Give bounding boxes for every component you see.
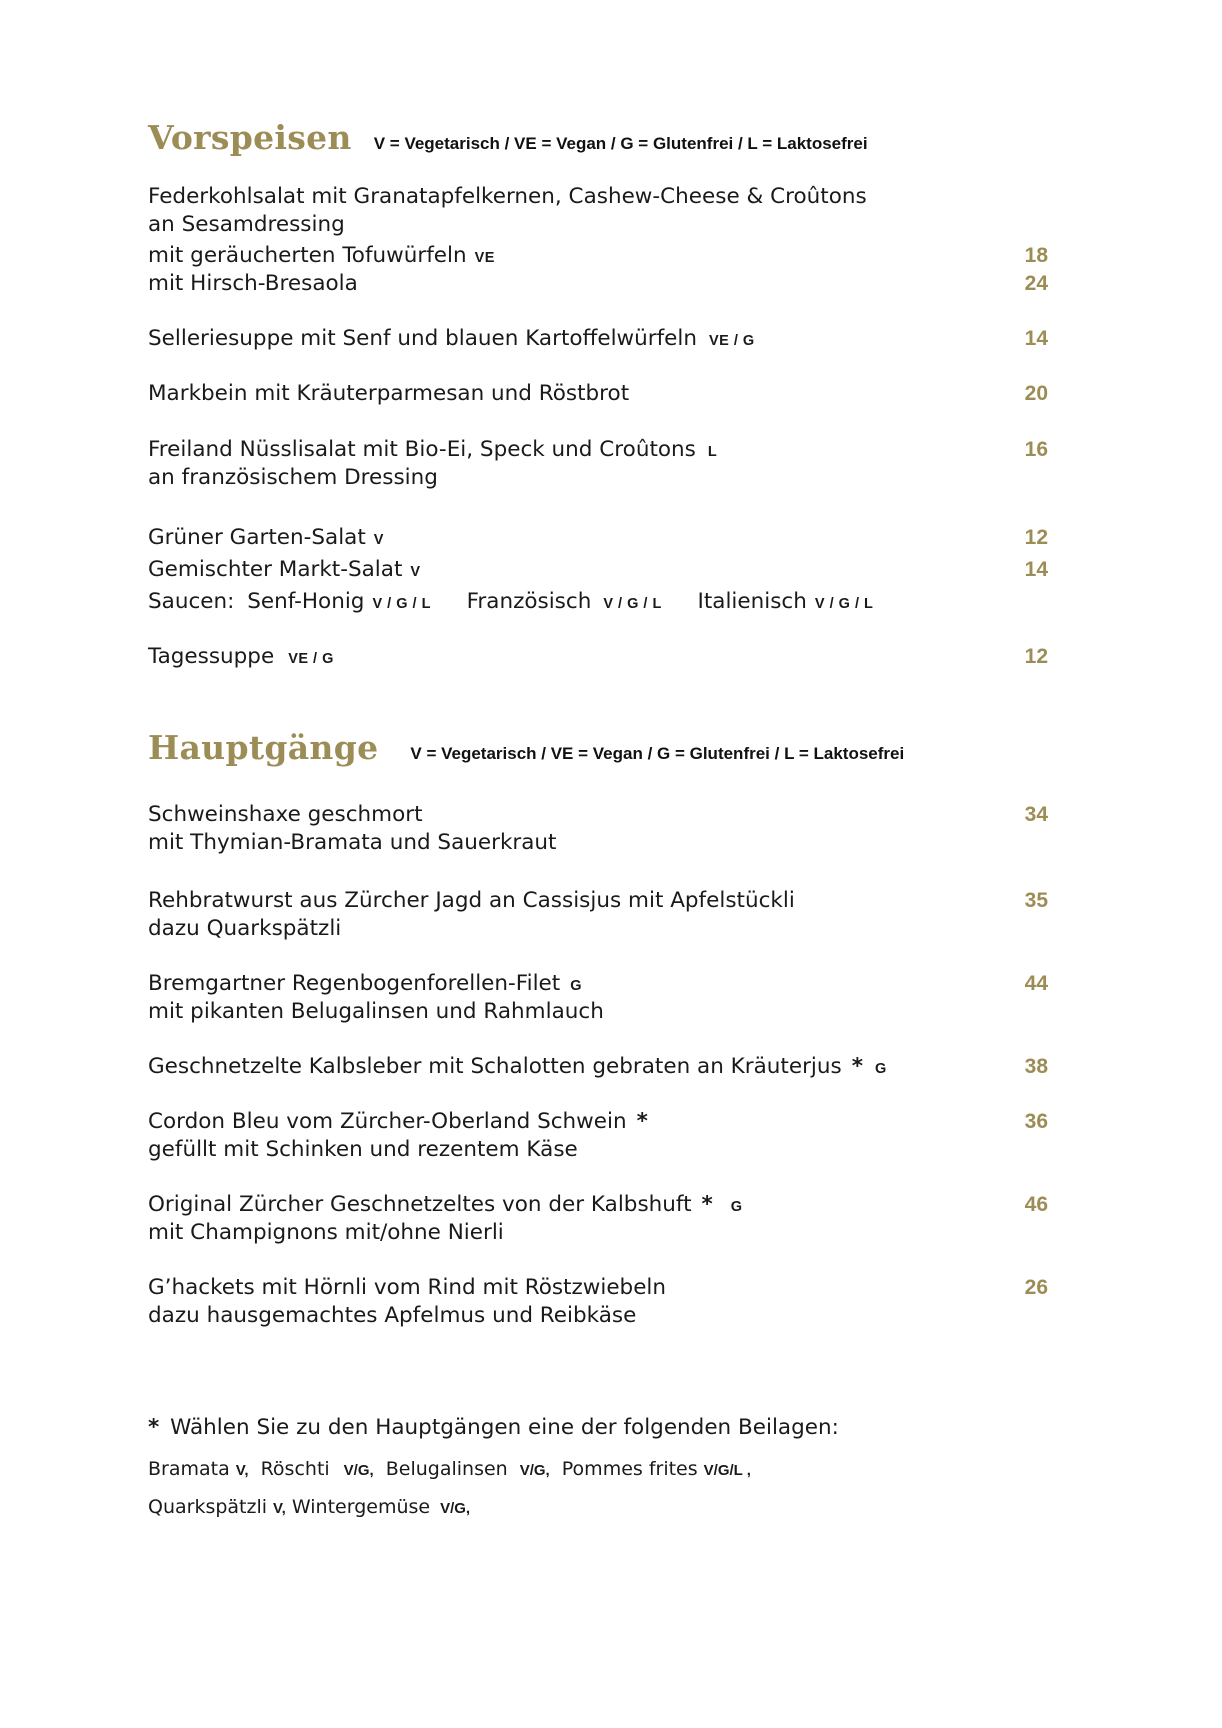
side-roeschti: Röschti	[260, 1458, 330, 1480]
diet-tag: V / G / L	[814, 596, 874, 612]
beilagen-line2	[148, 1496, 470, 1518]
side-belugalinsen: Belugalinsen	[385, 1458, 508, 1480]
beilage-star: *	[851, 1054, 863, 1079]
price: 16	[1024, 438, 1048, 461]
price: 20	[1024, 382, 1048, 405]
item-text: mit Champignons mit/ohne Nierli	[148, 1220, 504, 1245]
menu-item-schweinshaxe-line2	[148, 829, 1048, 857]
item-text: Tagessuppe	[148, 644, 275, 669]
menu-item-selleriesuppe	[148, 325, 1048, 355]
vorspeisen-legend: V = Vegetarisch / VE = Vegan / G = Glutenfrei / L = Laktosefrei	[373, 134, 868, 153]
item-text: dazu hausgemachtes Apfelmus und Reibkäse	[148, 1303, 637, 1328]
diet-tag: V,	[235, 1462, 249, 1479]
menu-item-cordon-bleu-line2	[148, 1136, 1048, 1164]
menu-item-forellen-filet-line2	[148, 998, 1048, 1026]
diet-tag: G	[730, 1199, 743, 1215]
hauptgaenge-header	[148, 728, 904, 767]
price: 24	[1024, 272, 1048, 295]
menu-item-zuercher-geschnetzeltes	[148, 1191, 1048, 1221]
menu-item-federkohlsalat-bresaola	[148, 270, 1048, 298]
menu-item-nuesslisalat-line2	[148, 464, 1048, 492]
item-text: Gemischter Markt-Salat	[148, 557, 403, 582]
item-text: Freiland Nüsslisalat mit Bio-Ei, Speck und Croûtons	[148, 437, 696, 462]
price: 12	[1024, 526, 1048, 549]
price: 38	[1024, 1055, 1048, 1078]
menu-item-zuercher-geschnetzeltes-line2	[148, 1219, 1048, 1247]
price: 12	[1024, 645, 1048, 668]
diet-tag: V / G / L	[372, 596, 431, 612]
menu-item-forellen-filet	[148, 970, 1048, 1000]
beilagen-intro	[148, 1414, 1048, 1442]
diet-tag: VE / G	[709, 333, 755, 349]
price: 36	[1024, 1110, 1048, 1133]
price: 14	[1024, 327, 1048, 350]
menu-item-nuesslisalat	[148, 436, 1048, 466]
diet-tag: G	[874, 1061, 887, 1077]
item-text: Bremgartner Regenbogenforellen-Filet	[148, 971, 561, 996]
menu-item-garten-salat	[148, 524, 1048, 554]
diet-tag: V / G / L	[603, 596, 662, 612]
diet-tag: V	[410, 564, 421, 580]
item-text: Original Zürcher Geschnetzeltes von der Kalbshuft	[148, 1192, 692, 1217]
diet-tag: V/G,	[440, 1500, 471, 1517]
diet-tag: V/G,	[519, 1462, 550, 1479]
item-text: Rehbratwurst aus Zürcher Jagd an Cassisjus mit Apfelstückli	[148, 888, 795, 913]
item-text: G’hackets mit Hörnli vom Rind mit Röstzwiebeln	[148, 1275, 667, 1300]
item-text: mit Thymian-Bramata und Sauerkraut	[148, 830, 557, 855]
menu-item-federkohlsalat-line2	[148, 211, 1048, 239]
beilage-star: *	[701, 1192, 713, 1217]
beilagen-intro-text: Wählen Sie zu den Hauptgängen eine der folgenden Beilagen:	[170, 1415, 839, 1440]
menu-item-federkohlsalat	[148, 183, 1048, 211]
item-text: Selleriesuppe mit Senf und blauen Kartoffelwürfeln	[148, 326, 697, 351]
item-text: Markbein mit Kräuterparmesan und Röstbrot	[148, 381, 630, 406]
side-wintergemuese: Wintergemüse	[291, 1496, 431, 1518]
menu-item-rehbratwurst	[148, 887, 1048, 915]
item-text: gefüllt mit Schinken und rezentem Käse	[148, 1137, 578, 1162]
item-text: Cordon Bleu vom Zürcher-Oberland Schwein	[148, 1109, 627, 1134]
diet-tag: V	[373, 532, 384, 548]
menu-item-cordon-bleu	[148, 1108, 1048, 1136]
price: 34	[1024, 803, 1048, 826]
price: 14	[1024, 558, 1048, 581]
menu-item-markt-salat	[148, 556, 1048, 586]
item-text: Schweinshaxe geschmort	[148, 802, 423, 827]
vorspeisen-title: Vorspeisen	[148, 118, 352, 157]
sauce-italienisch: Italienisch	[697, 589, 807, 614]
price: 18	[1024, 244, 1048, 267]
item-text: mit pikanten Belugalinsen und Rahmlauch	[148, 999, 604, 1024]
menu-item-ghackets	[148, 1274, 1048, 1302]
item-text: Federkohlsalat mit Granatapfelkernen, Cashew-Cheese & Croûtons	[148, 184, 867, 209]
diet-tag: VE / G	[288, 651, 334, 667]
beilagen-line1	[148, 1458, 751, 1480]
beilage-star: *	[148, 1415, 160, 1440]
side-bramata: Bramata	[148, 1458, 230, 1480]
menu-item-federkohlsalat-tofu	[148, 242, 1048, 272]
price: 26	[1024, 1276, 1048, 1299]
saucen-label: Saucen:	[148, 589, 235, 614]
sauce-franzoesisch: Französisch	[466, 589, 592, 614]
side-pommes-frites: Pommes frites	[561, 1458, 698, 1480]
hauptgaenge-title: Hauptgänge	[148, 728, 379, 767]
hauptgaenge-legend: V = Vegetarisch / VE = Vegan / G = Glutenfrei / L = Laktosefrei	[410, 744, 905, 763]
menu-item-markbein	[148, 380, 1048, 408]
menu-item-rehbratwurst-line2	[148, 915, 1048, 943]
diet-tag: V/G/L ,	[703, 1462, 751, 1479]
item-text: Geschnetzelte Kalbsleber mit Schalotten gebraten an Kräuterjus	[148, 1054, 842, 1079]
side-quarkspaetzli: Quarkspätzli	[148, 1496, 268, 1518]
item-text: mit geräucherten Tofuwürfeln	[148, 243, 467, 268]
diet-tag: VE	[474, 250, 495, 266]
diet-tag: G	[570, 978, 582, 994]
item-text: Grüner Garten-Salat	[148, 525, 366, 550]
price: 46	[1024, 1193, 1048, 1216]
price: 44	[1024, 972, 1048, 995]
item-text: dazu Quarkspätzli	[148, 916, 342, 941]
menu-item-saucen	[148, 588, 1048, 618]
beilage-star: *	[636, 1109, 648, 1134]
diet-tag: V,	[273, 1500, 286, 1517]
menu-item-kalbsleber	[148, 1053, 1048, 1083]
price: 35	[1024, 889, 1048, 912]
diet-tag: V/G,	[343, 1462, 374, 1479]
item-text: an Sesamdressing	[148, 212, 345, 237]
item-text: an französischem Dressing	[148, 465, 438, 490]
item-text: mit Hirsch-Bresaola	[148, 271, 358, 296]
menu-item-schweinshaxe	[148, 801, 1048, 829]
sauce-senf-honig: Senf-Honig	[247, 589, 365, 614]
diet-tag: L	[707, 444, 718, 460]
vorspeisen-header	[148, 118, 868, 157]
menu-item-ghackets-line2	[148, 1302, 1048, 1330]
menu-item-tagessuppe	[148, 643, 1048, 673]
